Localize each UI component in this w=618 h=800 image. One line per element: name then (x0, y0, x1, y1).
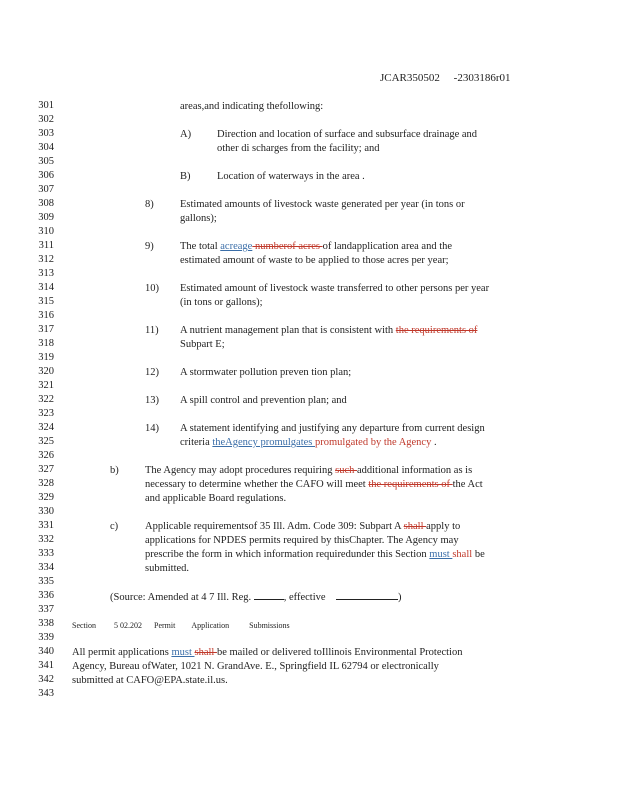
deleted-text: the requirements of (368, 479, 453, 490)
text-line: estimated amount of waste to be applied to those acres per year; (180, 255, 449, 266)
line-number: 312 (38, 254, 54, 265)
item-label-9: 9) (145, 241, 154, 252)
text-line: Agency, Bureau ofWater, 1021 N. GrandAve. E., Springfield IL 62794 or electronically (72, 661, 439, 672)
line-number: 316 (38, 310, 54, 321)
inserted-text: acreage (220, 241, 253, 252)
item-label-10: 10) (145, 283, 159, 294)
plain-text: apply to (426, 521, 461, 532)
line-number: 303 (38, 128, 54, 139)
register-blank (254, 590, 284, 600)
line-number: 332 (38, 534, 54, 545)
line-number: 318 (38, 338, 54, 349)
plain-text: additional information as is (356, 465, 473, 476)
text-line: submitted. (145, 563, 190, 574)
changed-text: shall (452, 549, 473, 560)
text-line: A stormwater pollution preven tion plan; (180, 367, 352, 378)
item-label-8: 8) (145, 199, 154, 210)
revision-id: -2303186r01 (453, 72, 511, 84)
section-heading (72, 619, 290, 632)
plain-text: necessary to determine whether the CAFO will meet (145, 479, 369, 490)
plain-text: , effective (283, 592, 326, 603)
line-number: 305 (38, 156, 54, 167)
line-number: 306 (38, 170, 54, 181)
text-line (145, 548, 485, 561)
line-number: 313 (38, 268, 54, 279)
text-line: Location of waterways in the area . (217, 171, 365, 182)
text-line (180, 324, 477, 337)
line-number: 314 (38, 282, 54, 293)
subitem-label-b: B) (180, 171, 191, 182)
plain-text: ) (398, 592, 402, 603)
plain-text: (Source: Amended at 4 7 Ill. Reg. (110, 592, 252, 603)
line-number: 321 (38, 380, 54, 391)
text-line (145, 464, 472, 477)
plain-text: be mailed or delivered toIllinois Environmental Protection (216, 647, 463, 658)
subsection-label-b: b) (110, 465, 119, 476)
line-number: 340 (38, 646, 54, 657)
text-line: gallons); (180, 213, 217, 224)
item-label-14: 14) (145, 423, 159, 434)
inserted-text: must (171, 647, 195, 658)
line-number: 319 (38, 352, 54, 363)
line-number: 311 (38, 240, 54, 251)
section-title-word: Application (191, 621, 230, 630)
line-number: 339 (38, 632, 54, 643)
text-line (180, 240, 452, 253)
plain-text: the Act (452, 479, 483, 490)
text-line: applications for NPDES permits required by thisChapter. The Agency may (145, 535, 459, 546)
item-label-12: 12) (145, 367, 159, 378)
line-number: 333 (38, 548, 54, 559)
subitem-label-a: A) (180, 129, 192, 140)
changed-text: promulgated by the Agency (315, 437, 432, 448)
section-label: Section (72, 621, 96, 630)
line-number: 304 (38, 142, 54, 153)
section-title-word: Submissions (249, 621, 290, 630)
line-number: 338 (38, 618, 54, 629)
deleted-text: numberof acres (252, 241, 323, 252)
plain-text: The total (180, 241, 221, 252)
section-number: 5 02.202 (114, 621, 142, 630)
line-number: 327 (38, 464, 54, 475)
text-line: Direction and location of surface and subsurface drainage and (217, 129, 478, 140)
text-line: Estimated amount of livestock waste transferred to other persons per year (180, 283, 490, 294)
section-title-word: Permit (154, 621, 176, 630)
inserted-text: theAgency promulgates (212, 437, 315, 448)
item-label-11: 11) (145, 325, 159, 336)
effective-date-blank (336, 590, 398, 600)
plain-text: The Agency may adopt procedures requiring (145, 465, 336, 476)
plain-text: criteria (180, 437, 213, 448)
line-number: 310 (38, 226, 54, 237)
text-line: other di scharges from the facility; and (217, 143, 380, 154)
line-number: 307 (38, 184, 54, 195)
line-number: 324 (38, 422, 54, 433)
text-line: Estimated amounts of livestock waste generated per year (in tons or (180, 199, 465, 210)
subsection-label-c: c) (110, 521, 119, 532)
line-number: 322 (38, 394, 54, 405)
deleted-text: shall (403, 521, 427, 532)
text-line: and applicable Board regulations. (145, 493, 287, 504)
line-number: 301 (38, 100, 54, 111)
line-number: 308 (38, 198, 54, 209)
line-number: 331 (38, 520, 54, 531)
source-note (110, 590, 402, 604)
line-number: 320 (38, 366, 54, 377)
plain-text: A nutrient management plan that is consistent with (180, 325, 396, 336)
line-number: 323 (38, 408, 54, 419)
text-line: submitted at CAFO@EPA.state.il.us. (72, 675, 228, 686)
line-number: 317 (38, 324, 54, 335)
line-number: 329 (38, 492, 54, 503)
line-number: 328 (38, 478, 54, 489)
line-number: 326 (38, 450, 54, 461)
line-number: 325 (38, 436, 54, 447)
text-line: A statement identifying and justifying any departure from current design (180, 423, 485, 434)
line-number: 309 (38, 212, 54, 223)
text-line: Subpart E; (180, 339, 225, 350)
text-line: areas,and indicating thefollowing: (180, 101, 324, 112)
line-number: 337 (38, 604, 54, 615)
item-label-13: 13) (145, 395, 159, 406)
line-number: 335 (38, 576, 54, 587)
line-number: 341 (38, 660, 54, 671)
text-line: (in tons or gallons); (180, 297, 263, 308)
text-line (180, 436, 437, 449)
plain-text: Applicable requirementsof 35 Ill. Adm. Code 309: Subpart A (145, 521, 404, 532)
line-number: 343 (38, 688, 54, 699)
text-line (145, 520, 460, 533)
plain-text: All permit applications (72, 647, 172, 658)
line-number: 302 (38, 114, 54, 125)
line-number: 336 (38, 590, 54, 601)
plain-text: . (431, 437, 437, 448)
line-number: 334 (38, 562, 54, 573)
line-number: 315 (38, 296, 54, 307)
line-number: 342 (38, 674, 54, 685)
deleted-text: such (335, 465, 357, 476)
deleted-text: the requirements of (395, 325, 478, 336)
line-number: 330 (38, 506, 54, 517)
text-line (72, 646, 462, 659)
plain-text: be (472, 549, 485, 560)
document-id: JCAR350502 (380, 72, 440, 84)
text-line: A spill control and prevention plan; and (180, 395, 347, 406)
text-line (145, 478, 483, 491)
deleted-text: shall (194, 647, 217, 658)
plain-text: of landapplication area and the (322, 241, 453, 252)
inserted-text: must (429, 549, 453, 560)
document-header (380, 72, 510, 84)
plain-text: prescribe the form in which information requiredunder this Section (145, 549, 430, 560)
